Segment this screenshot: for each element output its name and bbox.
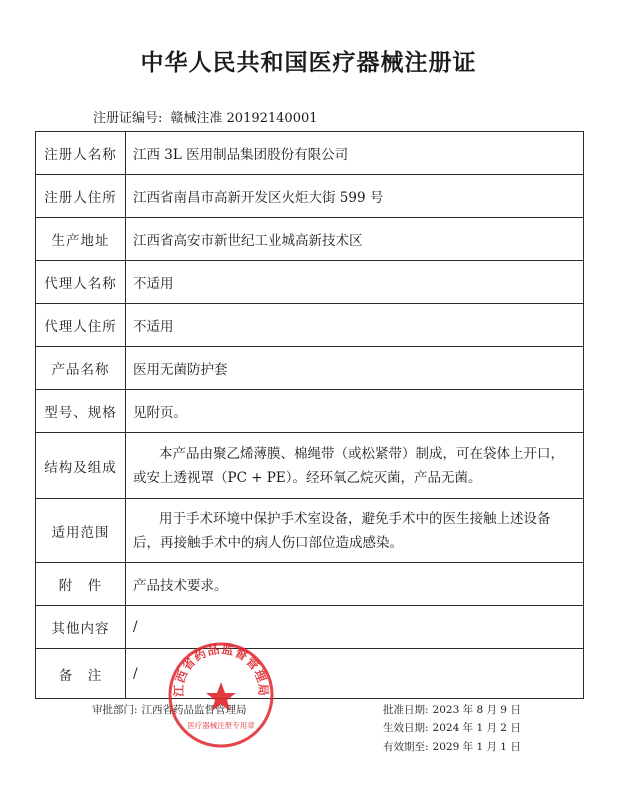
table-row — [36, 649, 584, 699]
field-value: 医用无菌防护套 — [126, 347, 584, 390]
effective-date-label: 生效日期: — [383, 722, 429, 734]
effective-date-value: 2024 年 1 月 2 日 — [432, 722, 521, 734]
official-seal — [166, 640, 276, 750]
field-value: 本产品由聚乙烯薄膜、棉绳带（或松紧带）制成，可在袋体上开口，或安上透视罩（PC + PE）。经环氧乙烷灭菌，产品无菌。 — [126, 433, 584, 499]
field-label: 代理人名称 — [36, 261, 126, 304]
table-row — [36, 261, 584, 304]
field-label: 生产地址 — [36, 218, 126, 261]
field-label: 代理人住所 — [36, 304, 126, 347]
table-row — [36, 175, 584, 218]
registration-number — [93, 107, 326, 126]
approval-date — [383, 702, 521, 717]
field-label: 适用范围 — [36, 499, 126, 563]
field-value: 不适用 — [126, 261, 584, 304]
approver-value: 江西省药品监督管理局 — [141, 704, 247, 716]
registration-number-value: 赣械注准 20192140001 — [170, 111, 318, 126]
field-label: 型号、规格 — [36, 390, 126, 433]
field-label: 附 件 — [36, 563, 126, 606]
table-row — [36, 132, 584, 175]
expiry-date — [383, 739, 521, 754]
approval-date-value: 2023 年 8 月 9 日 — [432, 704, 521, 716]
expiry-date-value: 2029 年 1 月 1 日 — [432, 741, 521, 753]
seal-text: 江西省药品监督管理局 — [171, 641, 271, 697]
table-row — [36, 218, 584, 261]
field-label: 备 注 — [36, 649, 126, 699]
registration-number-label: 注册证编号: — [93, 111, 163, 126]
field-value: / — [126, 649, 584, 699]
field-label: 产品名称 — [36, 347, 126, 390]
star-icon — [206, 682, 236, 711]
field-label: 注册人住所 — [36, 175, 126, 218]
approver-label: 审批部门: — [92, 704, 138, 716]
field-label: 结构及组成 — [36, 433, 126, 499]
expiry-date-label: 有效期至: — [383, 741, 429, 753]
effective-date — [383, 720, 521, 735]
table-row — [36, 499, 584, 563]
field-value: 不适用 — [126, 304, 584, 347]
seal-subtext: 医疗器械注册专用章 — [187, 721, 255, 730]
field-value: 见附页。 — [126, 390, 584, 433]
field-value: / — [126, 606, 584, 649]
table-row — [36, 563, 584, 606]
field-value: 产品技术要求。 — [126, 563, 584, 606]
field-label: 注册人名称 — [36, 132, 126, 175]
approval-date-label: 批准日期: — [383, 704, 429, 716]
field-value: 用于手术环境中保护手术室设备，避免手术中的医生接触上述设备后，再接触手术中的病人伤口部位造成感染。 — [126, 499, 584, 563]
table-row — [36, 304, 584, 347]
certificate-table — [35, 131, 584, 699]
field-value: 江西省南昌市高新开发区火炬大街 599 号 — [126, 175, 584, 218]
field-value: 江西省高安市新世纪工业城高新技术区 — [126, 218, 584, 261]
field-label: 其他内容 — [36, 606, 126, 649]
field-value: 江西 3L 医用制品集团股份有限公司 — [126, 132, 584, 175]
table-row — [36, 390, 584, 433]
table-row — [36, 347, 584, 390]
table-row — [36, 433, 584, 499]
page-title: 中华人民共和国医疗器械注册证 — [140, 50, 477, 76]
table-row — [36, 606, 584, 649]
